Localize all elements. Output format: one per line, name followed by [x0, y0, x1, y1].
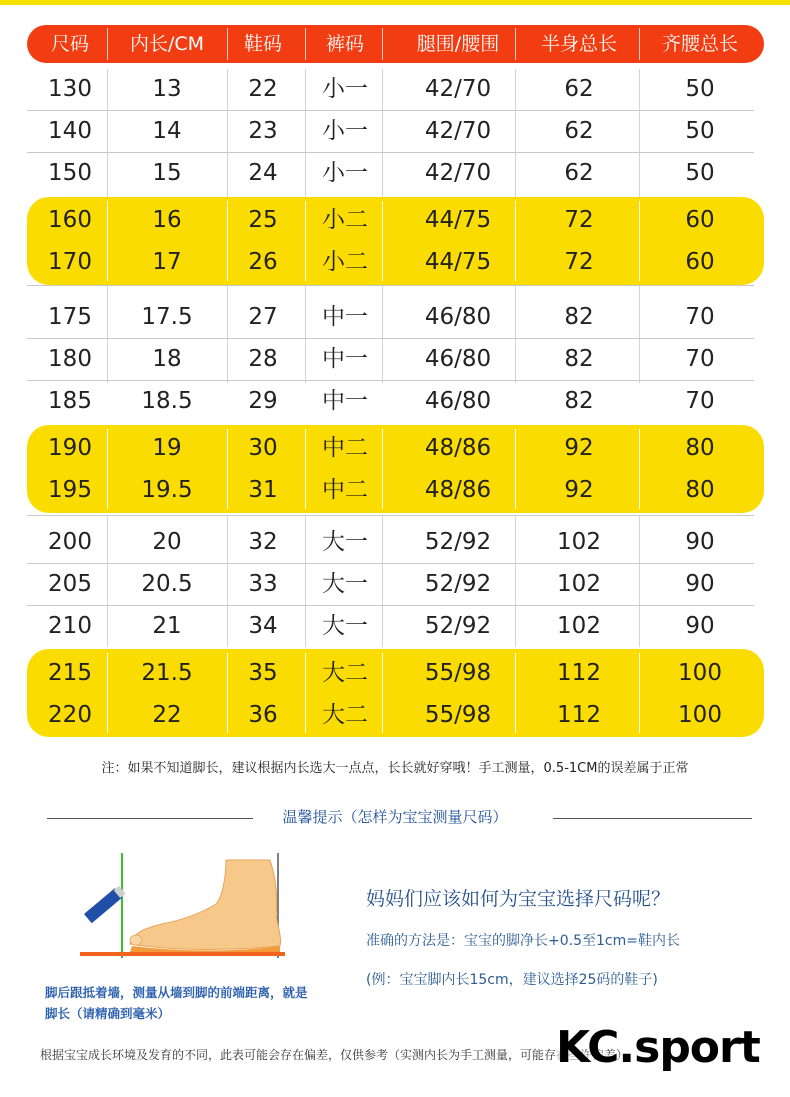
- header-separator: [227, 28, 228, 60]
- table-cell: 大一: [322, 529, 368, 555]
- header-cell: 尺码: [50, 33, 89, 55]
- table-cell: 55/98: [424, 660, 492, 686]
- table-cell: 100: [678, 660, 722, 686]
- table-cell: 92: [564, 435, 594, 461]
- table-cell: 17: [152, 249, 182, 275]
- table-cell: 15: [152, 160, 182, 186]
- header-cell: 半身总长: [540, 33, 617, 55]
- foot-caption-line2: 脚长（请精确到毫米）: [45, 1006, 171, 1021]
- table-cell: 112: [557, 660, 601, 686]
- tip-title: 温馨提示（怎样为宝宝测量尺码）: [282, 808, 508, 826]
- header-separator: [107, 28, 108, 60]
- table-cell: 30: [248, 435, 278, 461]
- table-row: [27, 469, 764, 511]
- table-cell: 29: [248, 388, 278, 414]
- row-separator: [27, 285, 754, 286]
- table-cell: 小二: [322, 249, 368, 275]
- table-cell: 52/92: [424, 529, 492, 555]
- table-cell: 60: [685, 249, 715, 275]
- table-cell: 140: [48, 118, 92, 144]
- table-row: [27, 68, 764, 110]
- table-cell: 170: [48, 249, 92, 275]
- table-cell: 215: [48, 660, 92, 686]
- guide-example: (例：宝宝脚内长15cm，建议选择25码的鞋子): [366, 972, 658, 988]
- table-cell: 小一: [322, 76, 368, 102]
- foot-caption: [45, 982, 345, 1024]
- table-row: [27, 694, 764, 736]
- table-header: [27, 25, 764, 63]
- table-cell: 62: [564, 76, 594, 102]
- table-row: [27, 427, 764, 469]
- table-cell: 23: [248, 118, 278, 144]
- table-cell: 72: [564, 207, 594, 233]
- table-cell: 210: [48, 613, 92, 639]
- table-cell: 33: [248, 571, 278, 597]
- foot-caption-line1: 脚后跟抵着墙，测量从墙到脚的前端距离，就是: [45, 985, 308, 1000]
- table-cell: 14: [152, 118, 182, 144]
- table-cell: 92: [564, 477, 594, 503]
- table-cell: 20: [152, 529, 182, 555]
- top-stripe: [0, 0, 790, 5]
- header-cell: 齐腰总长: [661, 33, 738, 55]
- table-cell: 200: [48, 529, 92, 555]
- table-cell: 大一: [322, 613, 368, 639]
- table-cell: 82: [564, 304, 594, 330]
- table-row: [27, 241, 764, 283]
- table-cell: 中一: [322, 388, 368, 414]
- table-cell: 60: [685, 207, 715, 233]
- table-row: [27, 521, 764, 563]
- table-cell: 36: [248, 702, 278, 728]
- table-cell: 180: [48, 346, 92, 372]
- guide-question: 妈妈们应该如何为宝宝选择尺码呢？: [366, 888, 671, 910]
- brand-watermark: KC.sport: [556, 1022, 760, 1073]
- table-cell: 90: [685, 571, 715, 597]
- table-row: [27, 152, 764, 194]
- table-cell: 44/75: [424, 249, 492, 275]
- foot-measure-illustration: [70, 848, 300, 968]
- table-cell: 90: [685, 529, 715, 555]
- table-cell: 50: [685, 76, 715, 102]
- table-cell: 小一: [322, 118, 368, 144]
- table-cell: 小二: [322, 207, 368, 233]
- table-cell: 62: [564, 160, 594, 186]
- table-cell: 70: [685, 388, 715, 414]
- table-row: [27, 652, 764, 694]
- table-cell: 55/98: [424, 702, 492, 728]
- table-cell: 90: [685, 613, 715, 639]
- table-cell: 42/70: [424, 76, 492, 102]
- header-cell: 裤码: [325, 33, 364, 55]
- table-cell: 80: [685, 435, 715, 461]
- table-cell: 31: [248, 477, 278, 503]
- table-cell: 27: [248, 304, 278, 330]
- table-cell: 48/86: [424, 477, 492, 503]
- table-cell: 220: [48, 702, 92, 728]
- table-cell: 22: [152, 702, 182, 728]
- table-cell: 中一: [322, 346, 368, 372]
- table-cell: 102: [557, 613, 601, 639]
- table-cell: 50: [685, 160, 715, 186]
- table-cell: 16: [152, 207, 182, 233]
- header-cell: 鞋码: [243, 33, 282, 55]
- table-cell: 190: [48, 435, 92, 461]
- table-cell: 82: [564, 346, 594, 372]
- table-cell: 中一: [322, 304, 368, 330]
- table-cell: 70: [685, 304, 715, 330]
- table-cell: 21.5: [141, 660, 193, 686]
- foot-measure-icon: [70, 848, 300, 968]
- header-cell: 内长/CM: [129, 33, 205, 55]
- guide-method: 准确的方法是：宝宝的脚净长+0.5至1cm=鞋内长: [366, 933, 680, 949]
- row-separator: [27, 515, 754, 516]
- table-cell: 26: [248, 249, 278, 275]
- table-cell: 72: [564, 249, 594, 275]
- table-cell: 42/70: [424, 118, 492, 144]
- table-cell: 130: [48, 76, 92, 102]
- table-row: [27, 296, 764, 338]
- table-cell: 48/86: [424, 435, 492, 461]
- table-cell: 80: [685, 477, 715, 503]
- table-cell: 150: [48, 160, 92, 186]
- header-separator: [305, 28, 306, 60]
- table-cell: 52/92: [424, 613, 492, 639]
- table-cell: 52/92: [424, 571, 492, 597]
- table-cell: 46/80: [424, 304, 492, 330]
- table-cell: 20.5: [141, 571, 193, 597]
- table-cell: 34: [248, 613, 278, 639]
- table-cell: 17.5: [141, 304, 193, 330]
- table-cell: 13: [152, 76, 182, 102]
- tip-line-left: [47, 818, 253, 819]
- table-cell: 24: [248, 160, 278, 186]
- table-cell: 22: [248, 76, 278, 102]
- table-cell: 大二: [322, 660, 368, 686]
- table-cell: 21: [152, 613, 182, 639]
- bottom-note: 根据宝宝成长环境及发育的不同，此表可能会存在偏差，仅供参考（实测内长为手工测量，可能存在些许偏差）: [40, 1048, 629, 1062]
- table-cell: 18.5: [141, 388, 193, 414]
- table-cell: 175: [48, 304, 92, 330]
- table-cell: 70: [685, 346, 715, 372]
- table-cell: 18: [152, 346, 182, 372]
- table-cell: 中二: [322, 477, 368, 503]
- measurement-note: 注：如果不知道脚长，建议根据内长选大一点点，长长就好穿哦！手工测量，0.5-1CM的误差属于正常: [101, 761, 689, 776]
- table-cell: 50: [685, 118, 715, 144]
- table-cell: 100: [678, 702, 722, 728]
- table-cell: 19.5: [141, 477, 193, 503]
- table-cell: 205: [48, 571, 92, 597]
- table-cell: 19: [152, 435, 182, 461]
- table-cell: 大一: [322, 571, 368, 597]
- table-row: [27, 563, 764, 605]
- table-row: [27, 338, 764, 380]
- header-separator: [515, 28, 516, 60]
- table-cell: 102: [557, 571, 601, 597]
- table-cell: 42/70: [424, 160, 492, 186]
- table-cell: 102: [557, 529, 601, 555]
- table-cell: 82: [564, 388, 594, 414]
- table-cell: 112: [557, 702, 601, 728]
- table-cell: 32: [248, 529, 278, 555]
- table-row: [27, 199, 764, 241]
- table-cell: 44/75: [424, 207, 492, 233]
- table-cell: 195: [48, 477, 92, 503]
- header-separator: [382, 28, 383, 60]
- table-row: [27, 605, 764, 647]
- table-cell: 大二: [322, 702, 368, 728]
- table-cell: 小一: [322, 160, 368, 186]
- table-cell: 中二: [322, 435, 368, 461]
- table-cell: 46/80: [424, 346, 492, 372]
- header-separator: [639, 28, 640, 60]
- table-cell: 160: [48, 207, 92, 233]
- table-cell: 35: [248, 660, 278, 686]
- table-row: [27, 380, 764, 422]
- table-cell: 25: [248, 207, 278, 233]
- header-cell: 腿围/腰围: [416, 33, 500, 55]
- table-row: [27, 110, 764, 152]
- table-cell: 46/80: [424, 388, 492, 414]
- tip-line-right: [553, 818, 752, 819]
- table-cell: 185: [48, 388, 92, 414]
- table-cell: 28: [248, 346, 278, 372]
- table-cell: 62: [564, 118, 594, 144]
